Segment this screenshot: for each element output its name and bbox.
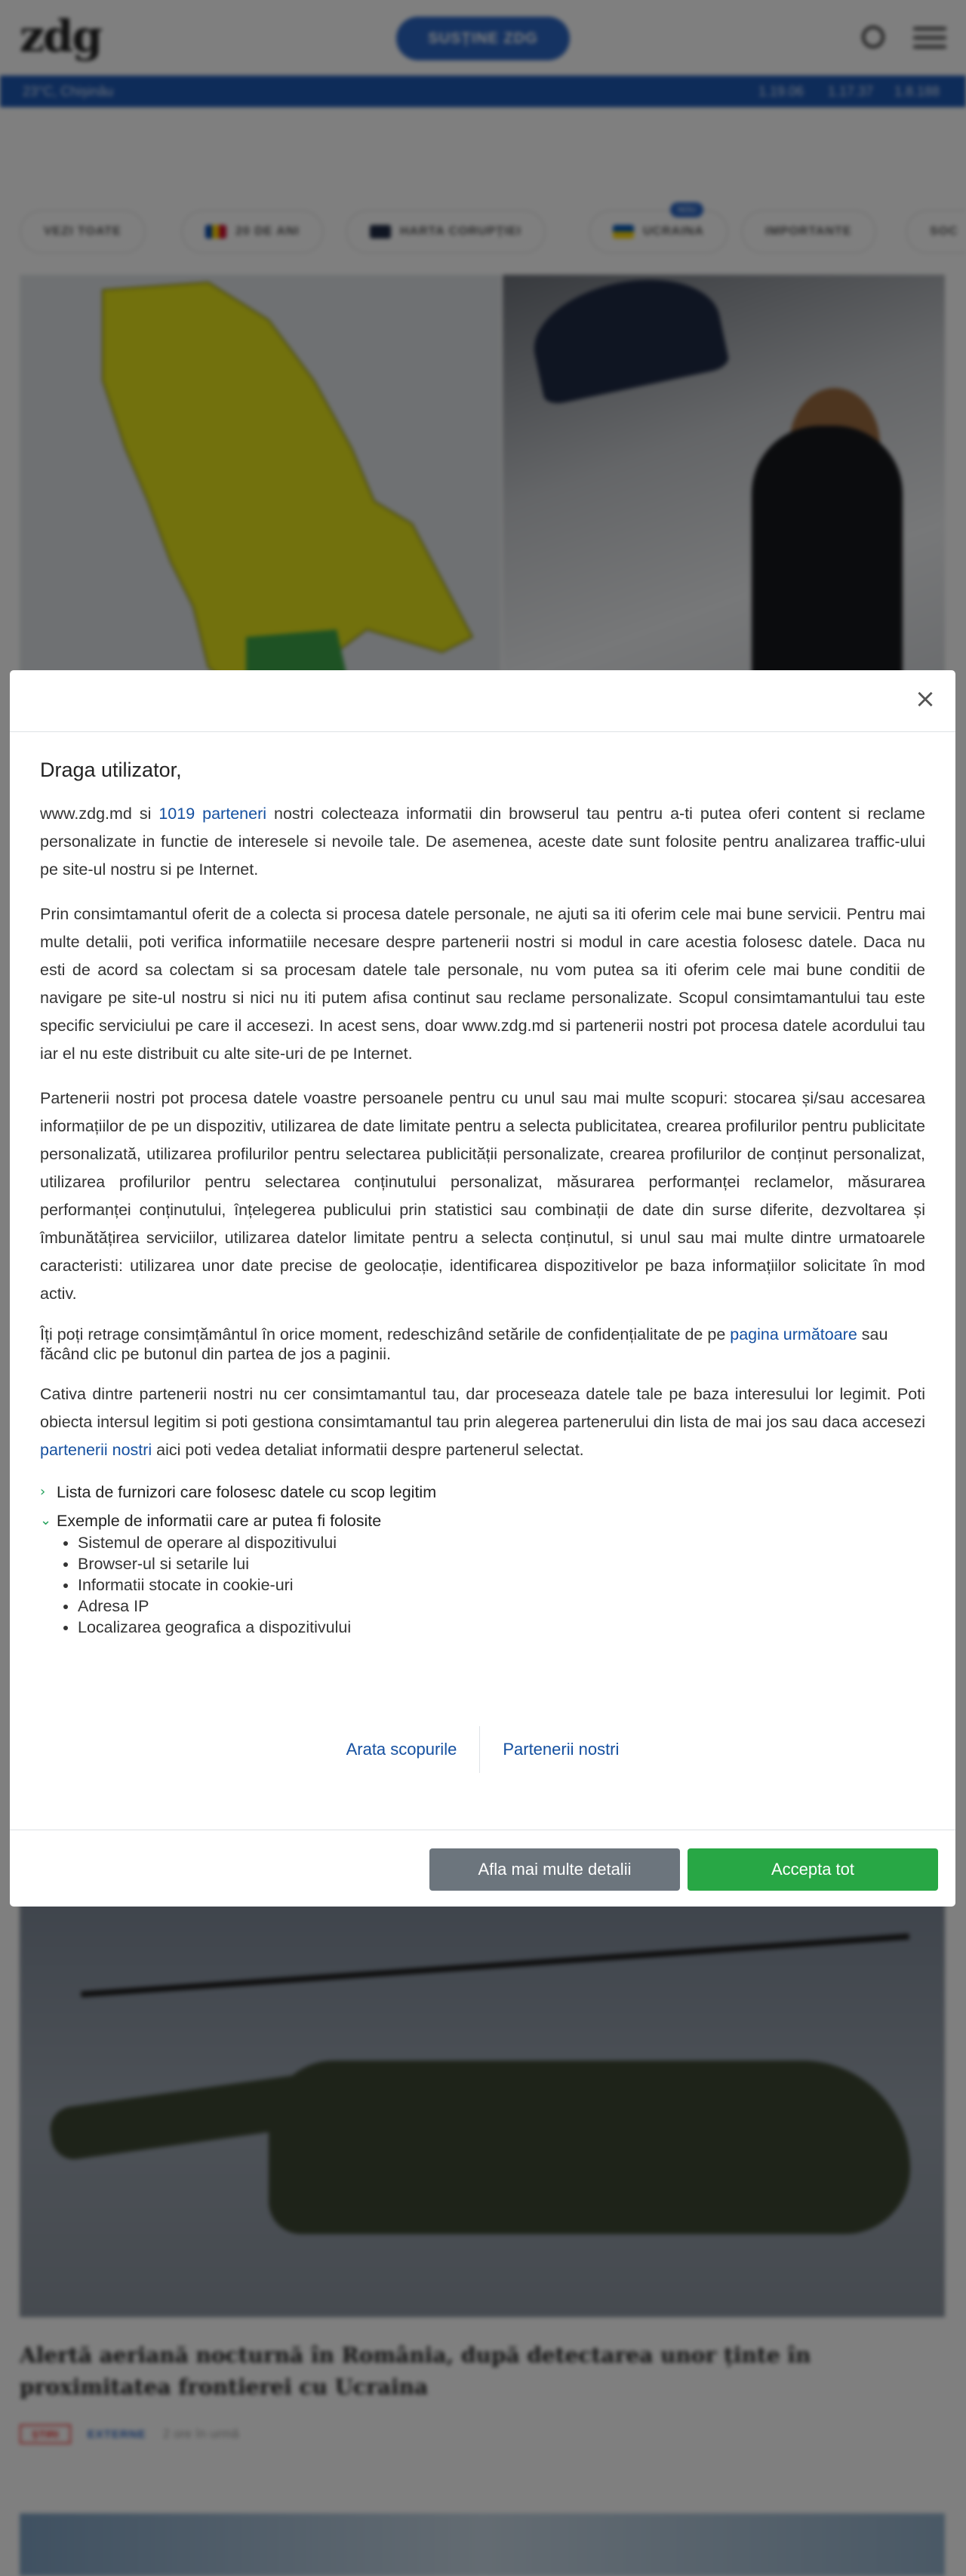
consent-modal xyxy=(10,670,955,1907)
list-item: • Browser-ul si setarile lui xyxy=(78,1553,925,1574)
list-item: • Adresa IP xyxy=(78,1596,925,1617)
accept-all-button[interactable]: Accepta tot xyxy=(688,1848,938,1891)
partners-link[interactable]: Partenerii nostri xyxy=(503,1740,620,1759)
greeting: Draga utilizator, xyxy=(40,759,182,781)
consent-paragraph: Îți poți retrage consimțământul în orice moment, redeschizând setările de confidențialitate de pe pagina următoare sau făcând clic pe butonul din partea de jos a paginii. xyxy=(40,1325,888,1363)
modal-header xyxy=(10,670,955,732)
examples-toggle[interactable]: ⌄ Exemple de informatii care ar putea fi folosite xyxy=(40,1510,925,1532)
list-item: • Localizarea geografica a dispozitivului xyxy=(78,1617,925,1638)
more-details-button[interactable]: Afla mai multe detalii xyxy=(429,1848,680,1891)
list-item: • Informatii stocate in cookie-uri xyxy=(78,1574,925,1596)
chevron-right-icon: › xyxy=(40,1484,46,1500)
consent-paragraph: Partenerii nostri pot procesa datele voastre persoanele pentru cu unul sau mai multe scopuri: stocarea și/sau accesarea informațiilor de pe un dispozitiv, utilizarea de date limitate pentru a selecta publicitatea, crearea profilurilor pentru publicitate personalizată, utilizarea profilurilor pentru selectarea publicității personalizate, crearea profilurilor de conținut personalizat, utilizarea profilurilor pentru selectarea conținutului personalizat, măsurarea performanței reclamelor, măsurarea performanței conținutului, înțelegerea publicului prin statistici sau combinații de date din surse diferite, dezvoltarea și îmbunătățirea serviciilor, utilizarea datelor limitate pentru a selecta conținutul, si unul sau mai multe dintre urmatoarele caracteristi: utilizarea unor date precise de geolocație, identificarea dispozitivelor pe baza informațiilor solicitate în mod activ. xyxy=(40,1089,925,1303)
next-page-link[interactable]: pagina următoare xyxy=(730,1325,857,1343)
consent-paragraph: www.zdg.md si 1019 parteneri nostri colecteaza informatii din browserul tau pentru a-ti putea oferi content si reclame personalizate in functie de interesele si nevoile tale. De asemenea, aceste date sunt folosite pentru analizarea traffic-ului pe site-ul nostru si pe Internet. xyxy=(40,805,925,879)
legit-interest-toggle[interactable]: › Lista de furnizori care folosesc datele cu scop legitim xyxy=(40,1481,925,1503)
modal-footer xyxy=(10,1830,955,1907)
partners-count-link[interactable]: 1019 parteneri xyxy=(158,805,266,823)
consent-paragraph: Cativa dintre partenerii nostri nu cer consimtamantul tau, dar proceseaza datele tale pe baza interesului lor legimit. Poti obiecta intersul legitim si poti gestiona consimtamantul tau prin alegerea partenerului din lista de mai jos sau daca accesezi partenerii nostri aici poti vedea detaliat informatii despre partenerul selectat. xyxy=(40,1385,925,1459)
consent-paragraph: Prin consimtamantul oferit de a colecta si procesa datele personale, ne ajuti sa iti oferim cele mai bune servicii. Pentru mai multe detalii, poti verifica informatiile necesare despre partenerii nostri si modul in care acestia folosesc datele. Daca nu esti de acord sa colectam si sa procesam datele tale personale, nu vom putea sa iti oferim cele mai bune conditii de navigare pe site-ul nostru si nici nu iti putem afisa continut sau reclame personalizate. Scopul consimtamantului tau este specific serviciului pe care il accesezi. In acest sens, doar www.zdg.md si partenerii nostri pot procesa datele acordului tau iar el nu este distribuit cu alte site-uri de pe Internet. xyxy=(40,905,925,1063)
modal-body xyxy=(40,732,925,1638)
examples-list xyxy=(78,1532,925,1638)
modal-links xyxy=(10,1731,955,1773)
show-purposes-link[interactable]: Arata scopurile xyxy=(346,1740,457,1759)
chevron-down-icon: ⌄ xyxy=(40,1513,52,1528)
close-icon[interactable]: × xyxy=(914,684,937,714)
list-item: • Sistemul de operare al dispozitivului xyxy=(78,1532,925,1553)
our-partners-link[interactable]: partenerii nostri xyxy=(40,1441,152,1459)
